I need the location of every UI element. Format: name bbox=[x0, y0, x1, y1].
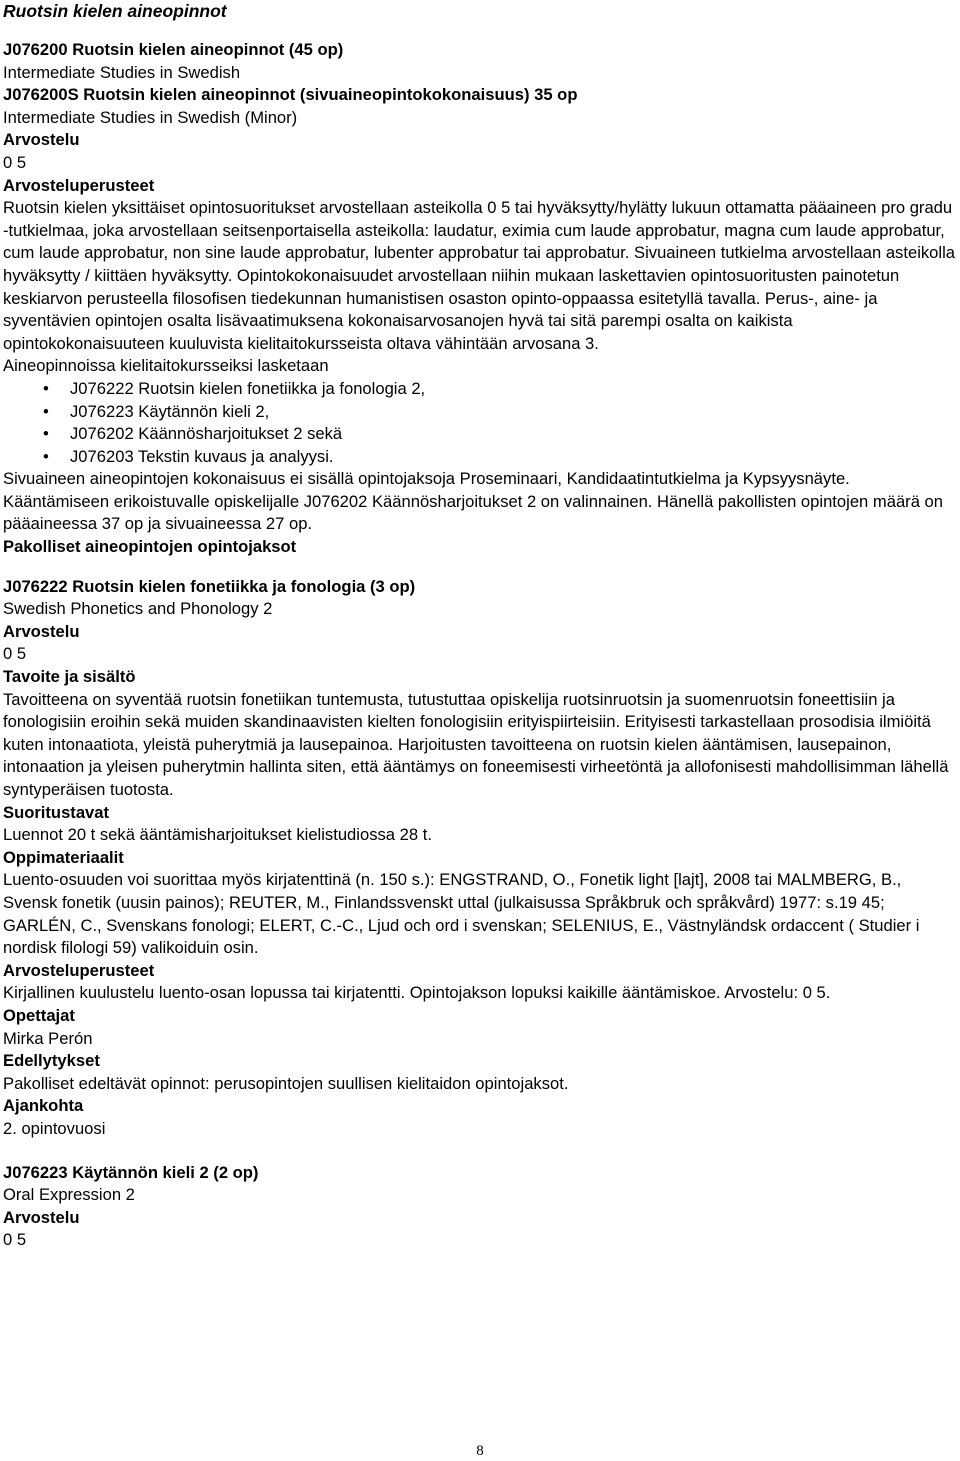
bullet-icon: • bbox=[43, 401, 49, 421]
list-item: • J076223 Käytännön kieli 2, bbox=[3, 401, 957, 424]
grading-heading: Arvostelu bbox=[3, 621, 80, 641]
bullet-icon: • bbox=[43, 424, 49, 444]
grading-scale: 0 5 bbox=[3, 152, 27, 172]
list-item: • J076222 Ruotsin kielen fonetiikka ja fonologia 2, bbox=[3, 378, 957, 401]
grading-heading: Arvostelu bbox=[3, 130, 80, 150]
grading-criteria-heading: Arvosteluperusteet bbox=[3, 960, 155, 980]
timing-heading: Ajankohta bbox=[3, 1096, 84, 1116]
timing-text: 2. opintovuosi bbox=[3, 1118, 106, 1138]
objectives-text: Tavoitteena on syventää ruotsin fonetiikan tuntemusta, tutustuttaa opiskelija ruotsinruotsin ja suomenruotsin foneettisiin ja fonologisiin eroihin sekä muiden skandinaavisten kielten fonologisiin erityispiirteisiin. Erityisesti tarkastellaan prosodisia ilmiöitä kuten intonaatiota, yleistä puherytmiä ja lausepainoa. Harjoitusten tavoitteena on ruotsin kielen ääntämisen, lausepainon, intonaation ja yleisen puherytmin hallinta siten, että ääntämys on foneemisesti virheetöntä ja allofonisesti mahdollisimman lähellä syntyperäisen tuotosta. bbox=[3, 689, 949, 799]
materials-heading: Oppimateriaalit bbox=[3, 847, 124, 867]
bullet-icon: • bbox=[43, 446, 49, 466]
list-item: • J076202 Käännösharjoitukset 2 sekä bbox=[3, 423, 957, 446]
grading-criteria-heading: Arvosteluperusteet bbox=[3, 175, 155, 195]
prerequisites-heading: Edellytykset bbox=[3, 1051, 100, 1071]
language-courses-intro: Aineopinnoissa kielitaitokursseiksi lasketaan bbox=[3, 356, 329, 376]
spacer bbox=[3, 559, 957, 576]
materials-text: Luento-osuuden voi suorittaa myös kirjatenttinä (n. 150 s.): ENGSTRAND, O., Fonetik light [lajt], 2008 tai MALMBERG, B., Svensk fonetik (uusin painos); REUTER, M., Finlandssvenskt uttal (julkaisussa Språkbruk och språkvård) 1977: s.19 45; GARLÉN, C., Svenskans fonologi; ELERT, C.-C., Ljud och ord i svenskan; SELENIUS, E., Västnyländsk ordaccent ( Studier i nordisk filologi 59) valikoiduin osin. bbox=[3, 870, 920, 958]
completion-methods-text: Luennot 20 t sekä ääntämisharjoitukset kielistudiossa 28 t. bbox=[3, 825, 432, 845]
page-title: Ruotsin kielen aineopinnot bbox=[3, 1, 227, 21]
spacer bbox=[3, 1141, 957, 1162]
mandatory-courses-heading: Pakolliset aineopintojen opintojaksot bbox=[3, 537, 297, 557]
language-courses-list bbox=[3, 378, 957, 468]
spacer bbox=[3, 22, 957, 39]
teachers-text: Mirka Perón bbox=[3, 1028, 93, 1048]
teachers-heading: Opettajat bbox=[3, 1005, 75, 1025]
grading-criteria-text: Kirjallinen kuulustelu luento-osan lopussa tai kirjatentti. Opintojakson lopuksi kaikille ääntämiskoe. Arvostelu: 0 5. bbox=[3, 983, 831, 1003]
prerequisites-text: Pakolliset edeltävät opinnot: perusopintojen suullisen kielitaidon opintojaksot. bbox=[3, 1073, 569, 1093]
course-english-title: Swedish Phonetics and Phonology 2 bbox=[3, 599, 273, 619]
module-code-heading: J076200 Ruotsin kielen aineopinnot (45 op) bbox=[3, 40, 344, 59]
document-page bbox=[3, 0, 957, 1252]
module-english-title: Intermediate Studies in Swedish bbox=[3, 62, 241, 82]
page-number: 8 bbox=[476, 1443, 484, 1459]
course-code-heading: J076223 Käytännön kieli 2 (2 op) bbox=[3, 1162, 259, 1182]
grading-scale: 0 5 bbox=[3, 1230, 27, 1250]
translation-note-paragraph: Kääntämiseen erikoistuvalle opiskelijalle J076202 Käännösharjoitukset 2 on valinnainen. Hänellä pakollisten opintojen määrä on pääaineessa 37 op ja sivuaineessa 27 op. bbox=[3, 491, 943, 534]
course-english-title: Oral Expression 2 bbox=[3, 1185, 135, 1205]
minor-module-english-title: Intermediate Studies in Swedish (Minor) bbox=[3, 107, 298, 127]
minor-module-code-heading: J076200S Ruotsin kielen aineopinnot (sivuaineopintokokonaisuus) 35 op bbox=[3, 85, 578, 105]
bullet-icon: • bbox=[43, 378, 49, 398]
grading-heading: Arvostelu bbox=[3, 1207, 80, 1227]
list-item: • J076203 Tekstin kuvaus ja analyysi. bbox=[3, 446, 957, 469]
course-code-heading: J076222 Ruotsin kielen fonetiikka ja fonologia (3 op) bbox=[3, 576, 416, 596]
grading-criteria-text: Ruotsin kielen yksittäiset opintosuoritukset arvostellaan asteikolla 0 5 tai hyväksytty/hylätty lukuun ottamatta pääaineen pro gradu -tutkielmaa, joka arvostellaan seitsenportaisella asteikolla: laudatur, eximia cum laude approbatur, magna cum laude approbatur, cum laude approbatur, non sine laude approbatur, lubenter approbatur tai approbatur. Sivuaineen tutkielma arvostellaan asteikolla hyväksytty / kiittäen hyväksytty. Opintokokonaisuudet arvostellaan niihin mukaan laskettavien opintosuoritusten painotetun keskiarvon perusteella filosofisen tiedekunnan humanistisen osaston opinto-oppaassa esitetyllä tavalla. Perus-, aine- ja syventävien opintojen osalta lisävaatimuksena kokonaisarvosanojen hyvä tai sitä parempi osalta on kaikista opintokokonaisuuteen kuuluvista kielitaitokursseista oltava vähintään arvosana 3. bbox=[3, 198, 956, 353]
grading-scale: 0 5 bbox=[3, 644, 27, 664]
completion-methods-heading: Suoritustavat bbox=[3, 802, 110, 822]
objectives-heading: Tavoite ja sisältö bbox=[3, 667, 136, 687]
minor-note-paragraph: Sivuaineen aineopintojen kokonaisuus ei sisällä opintojaksoja Proseminaari, Kandidaatintutkielma ja Kypsyysnäyte. bbox=[3, 469, 850, 489]
